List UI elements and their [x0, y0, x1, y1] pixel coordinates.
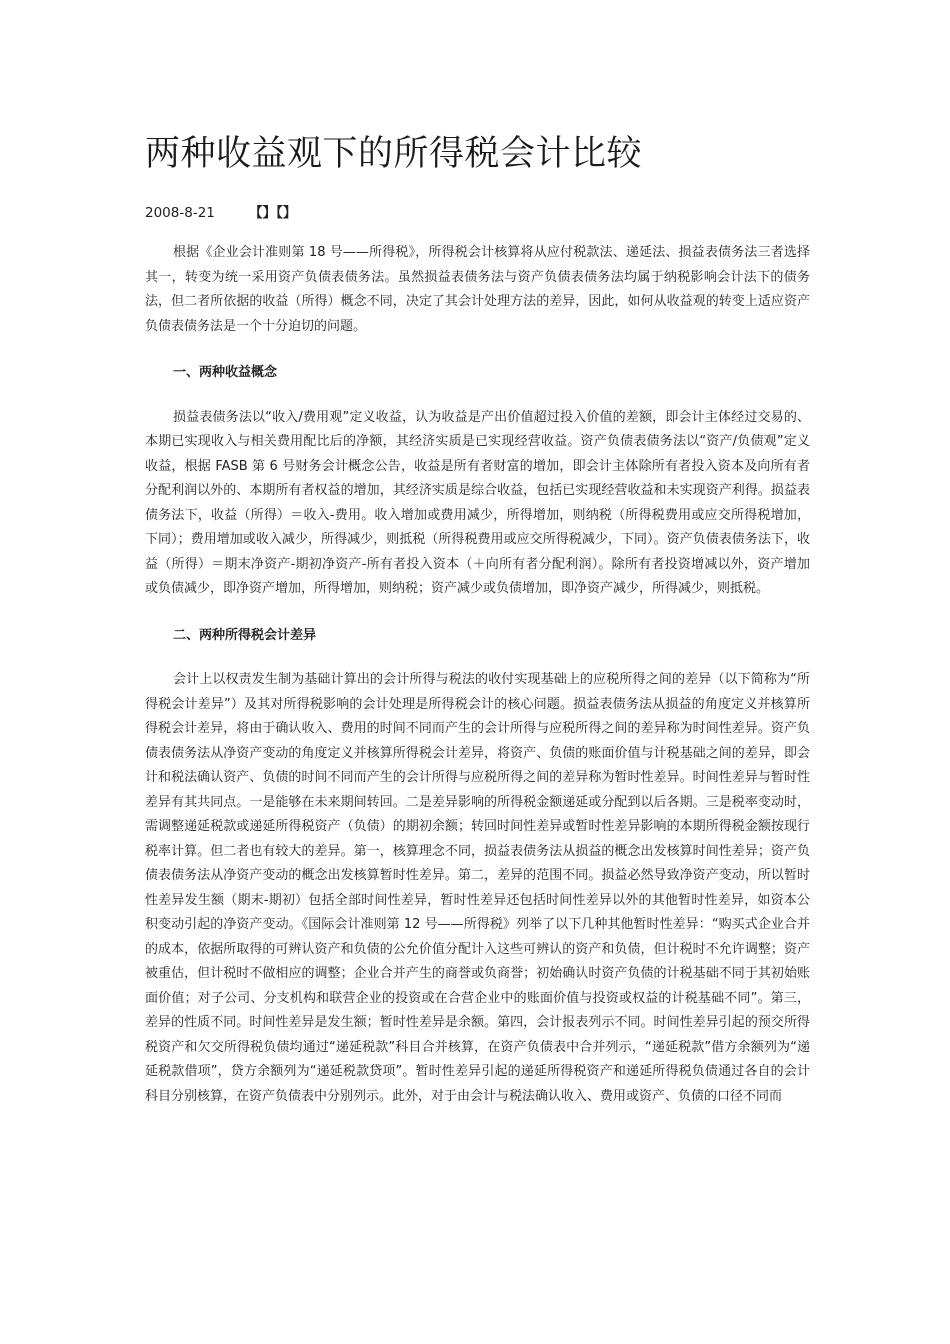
publish-date: 2008-8-21 [145, 205, 215, 221]
article-title: 两种收益观下的所得税会计比较 [145, 134, 643, 174]
section-1-paragraph: 损益表债务法以“收入/费用观”定义收益，认为收益是产出价值超过投入价值的差额，即会计主体经过交易的、本期已实现收入与相关费用配比后的净额，其经济实质是已实现经营收益。资产负债表债务法以“资产/负债观”定义收益，根据 FASB 第 6 号财务会计概念公告，收益是所有者财富的增加，即会计主体除所有者投入资本及向所有者分配利润以外的、本期所有者权益的增加，其经济实质是综合收益，包括已实现经营收益和未实现资产利得。损益表债务法下，收益（所得）＝收入-费用。收入增加或费用减少，所得增加，则纳税（所得税费用或应交所得税增加，下同）；费用增加或收入减少，所得减少，则抵税（所得税费用或应交所得税减少，下同）。资产负债表债务法下，收益（所得）＝期末净资产-期初净资产-所有者投入资本（＋向所有者分配利润）。除所有者投资增减以外，资产增加或负债减少，即净资产增加，所得增加，则纳税；资产减少或负债增加，即净资产减少，所得减少，则抵税。 [145, 409, 810, 596]
section-2-paragraph: 会计上以权责发生制为基础计算出的会计所得与税法的收付实现基础上的应税所得之间的差异（以下简称为“所得税会计差异”）及其对所得税影响的会计处理是所得税会计的核心问题。损益表债务法从损益的角度定义并核算所得税会计差异，将由于确认收入、费用的时间不同而产生的会计所得与应税所得之间的差异称为时间性差异。资产负债表债务法从净资产变动的角度定义并核算所得税会计差异，将资产、负债的账面价值与计税基础之间的差异，即会计和税法确认资产、负债的时间不同而产生的会计所得与应税所得之间的差异称为暂时性差异。时间性差异与暂时性差异有其共同点。一是能够在未来期间转回。二是差异影响的所得税金额递延或分配到以后各期。三是税率变动时，需调整递延税款或递延所得税资产（负债）的期初余额；转回时间性差异或暂时性差异影响的本期所得税金额按现行税率计算。但二者也有较大的差异。第一，核算理念不同，损益表债务法从损益的概念出发核算时间性差异；资产负债表债务法从净资产变动的概念出发核算暂时性差异。第二，差异的范围不同。损益必然导致净资产变动，所以暂时性差异发生额（期末-期初）包括全部时间性差异，暂时性差异还包括时间性差异以外的其他暂时性差异，如资本公积变动引起的净资产变动。《国际会计准则第 12 号——所得税》列举了以下几种其他暂时性差异：“购买式企业合并的成本，依据所取得的可辨认资产和负债的公允价值分配计入这些可辨认的资产和负债，但计税时不允许调整；资产被重估，但计税时不做相应的调整；企业合并产生的商誉或负商誉；初始确认时资产负债的计税基础不同于其初始账面价值；对子公司、分支机构和联营企业的投资或在合营企业中的账面价值与投资或权益的计税基础不同”。第三，差异的性质不同。时间性差异是发生额；暂时性差异是余额。第四，会计报表列示不同。时间性差异引起的预交所得税资产和欠交所得税负债均通过“递延税款”科目合并核算，在资产负债表中合并列示，“递延税款”借方余额列为“递延税款借项”，贷方余额列为“递延税款贷项”。暂时性差异引起的递延所得税资产和递延所得税负债通过各自的会计科目分别核算，在资产负债表中分别列示。此外，对于由会计与税法确认收入、费用或资产、负债的口径不同而 [145, 672, 810, 1104]
article-meta [145, 201, 296, 221]
article-body [145, 241, 810, 1109]
section-heading-2: 二、两种所得税会计差异 [173, 627, 317, 643]
section-heading-1: 一、两种收益概念 [173, 365, 278, 380]
intro-paragraph: 根据《企业会计准则第 18 号——所得税》，所得税会计核算将从应付税款法、递延法、损益表债务法三者选择其一，转变为统一采用资产负债表债务法。虽然损益表债务法与资产负债表债务法均属于纳税影响会计法下的债务法，但二者所依据的收益（所得）概念不同，决定了其会计处理方法的差异，因此，如何从收益观的转变上适应资产负债表债务法是一个十分迫切的问题。 [145, 245, 810, 334]
bracket-links: 【】【】 [249, 205, 297, 221]
